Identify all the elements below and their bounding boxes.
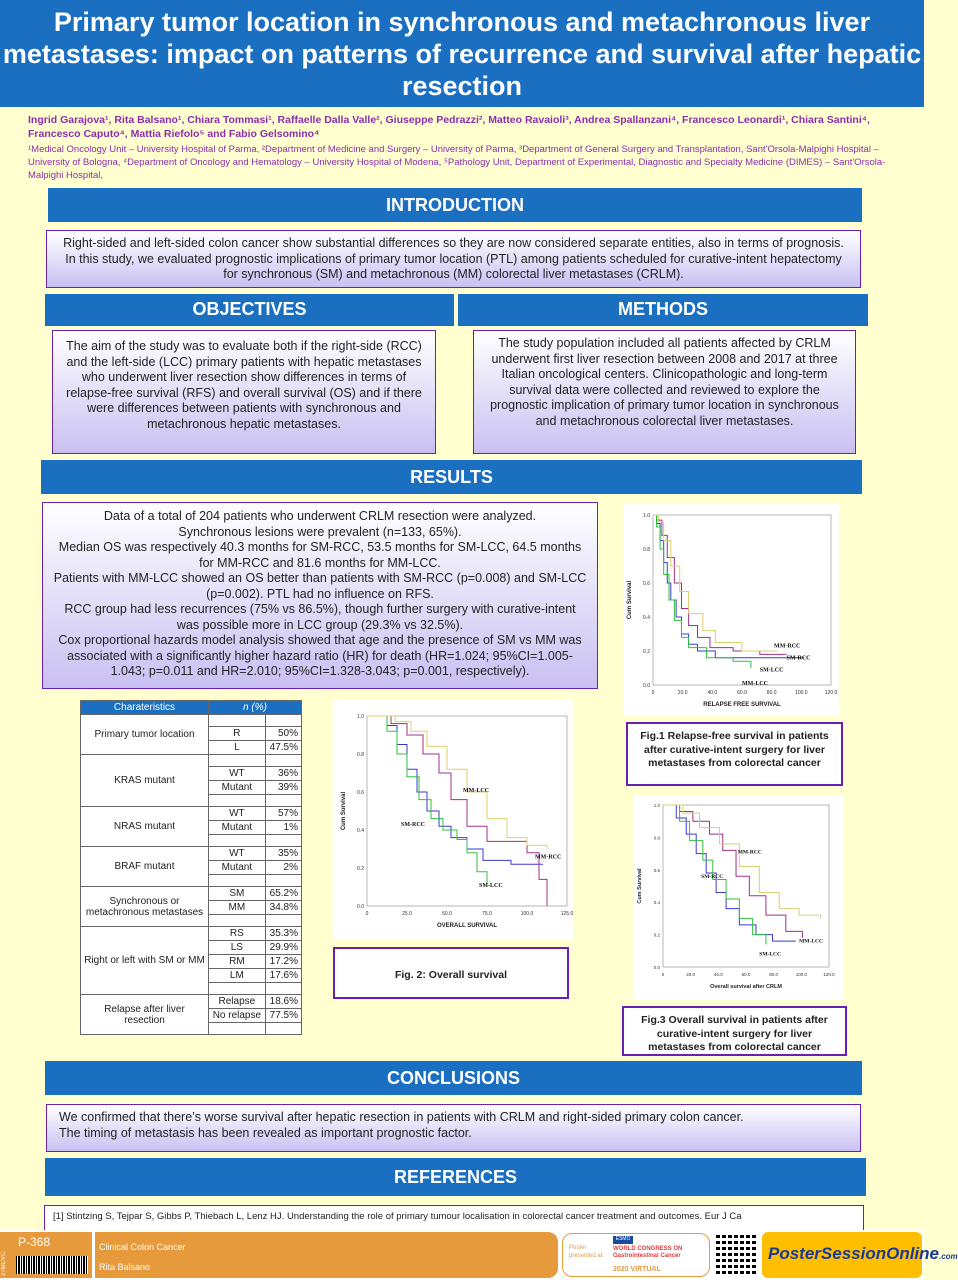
x-tick-label: 80.0 — [769, 972, 779, 977]
table-category — [209, 755, 266, 767]
y-tick-label: 0.2 — [357, 866, 364, 872]
y-tick-label: 0.2 — [653, 932, 660, 938]
y-tick-label: 0.0 — [653, 965, 660, 970]
table-value — [265, 1023, 301, 1035]
brand-suffix: .com — [939, 1252, 958, 1261]
results-line: Cox proportional hazards model analysis showed that age and the presence of SM vs MM was associated with a significantly higher hazard ratio (HR) for death (HR=1.024; 95%CI=1.005-1.043; p=0.011 and HR=2.010; 95%CI=1.328-3.043; p=0.001, respectively). — [58, 633, 582, 678]
table-row — [81, 715, 302, 727]
table-group-label: KRAS mutant — [81, 755, 209, 807]
x-tick-label: 60.0 — [741, 972, 751, 977]
table-value: 17.2% — [265, 955, 301, 969]
x-tick-label: 60.0 — [737, 690, 747, 696]
x-axis-label: RELAPSE FREE SURVIVAL — [703, 702, 781, 708]
table-group-label: Synchronous or metachronous metastases — [81, 887, 209, 927]
author-list: Ingrid Garajova¹, Rita Balsano¹, Chiara Tommasi¹, Raffaelle Dalla Valle², Giuseppe Pedrazzi², Matteo Ravaioli³, Andrea Spallanzani⁴, Francesco Leonardi¹, Chiara Santini⁴, Francesco Caputo⁴, Mattia Riefolo⁵ and Fabio Gelsomino⁴ — [28, 114, 870, 140]
x-axis-label: OVERALL SURVIVAL — [436, 923, 498, 929]
table-value: 50% — [265, 727, 301, 741]
table-header: n (%) — [209, 701, 302, 715]
x-tick-label: 20.0 — [677, 690, 688, 696]
table-category: Mutant — [209, 861, 266, 875]
table-category: MM — [209, 901, 266, 915]
results-line: Data of a total of 204 patients who underwent CRLM resection were analyzed. — [103, 509, 537, 523]
footer — [0, 1230, 958, 1280]
table-category — [209, 1023, 266, 1035]
x-tick-label: 20.0 — [686, 972, 696, 977]
presented-at: Poster presented at: — [569, 1245, 605, 1259]
results-line: Patients with MM-LCC showed an OS better than patients with SM-RCC (p=0.008) and SM-LCC (p=0.002). PTL had no influence on RFS. — [53, 571, 587, 601]
y-tick-label: 0.6 — [357, 790, 364, 796]
congress-year: 2020 VIRTUAL — [613, 1266, 661, 1273]
poster-id: P-368 — [18, 1235, 51, 1249]
table-value: 35% — [265, 847, 301, 861]
results-line: Synchronous lesions were prevalent (n=133, 65%). — [178, 524, 462, 539]
y-tick-label: 0.2 — [643, 649, 650, 655]
conclusions-box — [46, 1104, 861, 1152]
barcode-icon — [16, 1256, 88, 1274]
table-value: 47.5% — [265, 741, 301, 755]
table-value: 29.9% — [265, 941, 301, 955]
category-label: Clinical Colon Cancer — [99, 1242, 186, 1252]
y-tick-label: 0.0 — [357, 904, 364, 910]
curve-label: SM-RCC — [401, 822, 425, 829]
table-group-label: Right or left with SM or MM — [81, 927, 209, 995]
references-box: [1] Stintzing S, Tejpar S, Gibbs P, Thiebach L, Lenz HJ. Understanding the role of primary tumour localisation in colorectal cancer treatment and outcomes. Eur J Ca — [44, 1205, 864, 1231]
y-tick-label: 1.0 — [643, 513, 650, 519]
table-value — [265, 795, 301, 807]
table-value — [265, 715, 301, 727]
table-value — [265, 755, 301, 767]
x-tick-label: 40.0 — [713, 972, 723, 977]
introduction-box: Right-sided and left-sided colon cancer show substantial differences so they are now considered separate entities, also in terms of prognosis. In this study, we evaluated prognostic implications of primary tumor location (PTL) among patients scheduled for curative-intent hepatectomy for synchronous (SM) and metachronous (MM) colorectal liver metastases (CRLM). — [46, 230, 861, 288]
y-tick-label: 0.8 — [357, 752, 364, 758]
x-tick-label: 25.0 — [402, 911, 412, 917]
x-tick-label: 0 — [365, 911, 369, 917]
table-value — [265, 983, 301, 995]
table-category: Mutant — [209, 821, 266, 835]
table-category: LS — [209, 941, 266, 955]
table-row — [81, 847, 302, 861]
y-tick-label: 0.6 — [643, 581, 650, 587]
x-tick-label: 125.0 — [560, 911, 574, 917]
table-category: No relapse — [209, 1009, 266, 1023]
table-category — [209, 915, 266, 927]
x-tick-label: 50.0 — [442, 911, 452, 917]
table-category: WT — [209, 847, 266, 861]
curve-label: SM-LCC — [759, 667, 784, 674]
table-group-label: Primary tumor location — [81, 715, 209, 755]
x-tick-label: 120.0 — [823, 972, 835, 977]
poster-title: Primary tumor location in synchronous and metachronous liver metastases: impact on patterns of recurrence and survival after hepatic resection — [0, 0, 924, 107]
table-category: WT — [209, 767, 266, 781]
table-category: LM — [209, 969, 266, 983]
table-category: L — [209, 741, 266, 755]
table-category: RS — [209, 927, 266, 941]
side-code: 27MCVC — [1, 1251, 7, 1276]
introduction-header: INTRODUCTION — [48, 188, 862, 222]
x-tick-label: 100.0 — [520, 911, 534, 917]
affiliations: ¹Medical Oncology Unit – University Hospital of Parma, ²Department of Medicine and Surgery – University of Parma, ³Department of General Surgery and Transplantation, Sant'Orsola-Malpighi Hospital – University of Bologna, ⁴Department of Oncology and Hematology – University Hospital of Modena, ⁵Pathology Unit, Department of Experimental, Diagnostic and Specialty Medicine (DIMES) – Sant'Orsola-Malpighi Hospital, — [28, 144, 886, 181]
y-tick-label: 0.8 — [653, 835, 660, 841]
curve-label: MM-LCC — [463, 788, 489, 794]
objectives-box: The aim of the study was to evaluate both if the right-side (RCC) and the left-side (LCC) primary patients with hepatic metastases who underwent liver resection show differences in terms of relapse-free survival (RFS) and overall survival (OS) and if there were differences between patients with synchronous and metachronous hepatic metastases. — [52, 330, 436, 454]
table-value: 36% — [265, 767, 301, 781]
references-header: REFERENCES — [45, 1158, 866, 1196]
table-value — [265, 875, 301, 887]
table-value: 1% — [265, 821, 301, 835]
x-axis-label: Overall survival after CRLM — [710, 984, 782, 990]
table-header: Charateristics — [81, 701, 209, 715]
y-tick-label: 0.4 — [653, 900, 660, 906]
fig2-caption: Fig. 2: Overall survival — [333, 947, 569, 999]
relapse-free-survival-chart — [623, 503, 839, 716]
congress-badge — [562, 1233, 710, 1277]
x-tick-label: 100.0 — [795, 972, 807, 977]
table-value: 17.6% — [265, 969, 301, 983]
table-category: R — [209, 727, 266, 741]
table-category — [209, 715, 266, 727]
curve-label: SM-RCC — [786, 655, 811, 662]
congress-name: WORLD CONGRESS ON Gastrointestinal Cancer — [613, 1246, 683, 1259]
table-value: 77.5% — [265, 1009, 301, 1023]
results-line: RCC group had less recurrences (75% vs 86.5%), though further surgery with curative-intent was possible more in LCC group (29.3% vs 32.5%). — [64, 602, 576, 632]
curve-label: MM-RCC — [774, 643, 801, 650]
qr-code-icon — [716, 1234, 756, 1274]
table-value: 2% — [265, 861, 301, 875]
table-value — [265, 835, 301, 847]
presenter-label: Rita Balsano — [99, 1262, 151, 1272]
y-tick-label: 0.6 — [653, 867, 660, 873]
table-category — [209, 875, 266, 887]
table-row — [81, 927, 302, 941]
table-group-label: BRAF mutant — [81, 847, 209, 887]
table-category: Mutant — [209, 781, 266, 795]
table-category — [209, 983, 266, 995]
conclusion-line: We confirmed that there’s worse survival after hepatic resection in patients with CRLM and right-sided primary colon cancer. — [59, 1110, 744, 1124]
conclusion-line: The timing of metastasis has been revealed as important prognostic factor. — [59, 1125, 472, 1140]
curve-label: MM-RCC — [737, 849, 762, 856]
table-category: WT — [209, 807, 266, 821]
table-value: 18.6% — [265, 995, 301, 1009]
table-row — [81, 755, 302, 767]
poster-id-panel — [0, 1232, 92, 1278]
table-value: 65.2% — [265, 887, 301, 901]
y-tick-label: 0.4 — [357, 828, 364, 834]
session-info — [95, 1232, 558, 1278]
y-axis-label: Cum Survival — [637, 868, 643, 904]
curve-label: SM-LCC — [479, 883, 503, 889]
table-row — [81, 807, 302, 821]
curve-label: SM-RCC — [701, 873, 724, 880]
x-tick-label: 75.0 — [482, 911, 492, 917]
table-category — [209, 795, 266, 807]
esmo-logo-icon: ESMO — [613, 1236, 633, 1244]
x-tick-label: 0 — [661, 972, 665, 977]
fig3-caption: Fig.3 Overall survival in patients after curative-intent surgery for liver metastases from colorectal cancer — [622, 1006, 847, 1056]
x-tick-label: 0 — [651, 690, 655, 696]
table-value: 57% — [265, 807, 301, 821]
table-category: SM — [209, 887, 266, 901]
x-tick-label: 120.0 — [824, 690, 838, 696]
table-value: 39% — [265, 781, 301, 795]
results-box — [42, 502, 598, 689]
y-tick-label: 1.0 — [357, 714, 364, 720]
curve-label: SM-LCC — [759, 951, 781, 958]
characteristics-table — [80, 700, 302, 1035]
overall-survival-chart — [333, 700, 573, 940]
objectives-header: OBJECTIVES — [45, 294, 454, 326]
table-group-label: Relapse after liver resection — [81, 995, 209, 1035]
curve-label: MM-LCC — [799, 938, 823, 945]
y-axis-label: Cum Survival — [341, 791, 347, 831]
methods-box: The study population included all patients affected by CRLM underwent first liver resection between 2008 and 2017 at three Italian oncological centers. Clinicopathologic and long-term survival data were collected and reviewed to explore the prognostic implication of primary tumor location in synchronous and metachronous colorectal liver metastases. — [473, 330, 856, 454]
y-axis-label: Cum Survival — [627, 580, 633, 620]
table-group-label: NRAS mutant — [81, 807, 209, 847]
y-tick-label: 0.0 — [643, 683, 650, 689]
table-category — [209, 835, 266, 847]
y-tick-label: 0.8 — [643, 547, 650, 553]
table-row — [81, 995, 302, 1009]
table-row — [81, 887, 302, 901]
conclusions-header: CONCLUSIONS — [45, 1061, 862, 1095]
y-tick-label: 1.0 — [653, 803, 660, 808]
x-tick-label: 100.0 — [795, 690, 808, 696]
results-line: Median OS was respectively 40.3 months for SM-RCC, 53.5 months for SM-LCC, 64.5 months for MM-RCC and 81.6 months for MM-LCC. — [58, 540, 582, 570]
x-tick-label: 80.0 — [766, 690, 777, 696]
results-header: RESULTS — [41, 460, 862, 494]
curve-label: MM-LCC — [742, 681, 768, 687]
table-value: 34.8% — [265, 901, 301, 915]
fig1-caption: Fig.1 Relapse-free survival in patients after curative-intent surgery for liver metastases from colorectal cancer — [626, 722, 843, 786]
curve-label: MM-RCC — [535, 854, 562, 861]
table-value — [265, 915, 301, 927]
table-value: 35.3% — [265, 927, 301, 941]
overall-survival-after-crlm-chart — [633, 795, 843, 1000]
brand-name: PosterSessionOnline — [768, 1244, 939, 1263]
brand-logo[interactable] — [762, 1232, 958, 1278]
x-tick-label: 40.0 — [707, 690, 718, 696]
y-tick-label: 0.4 — [643, 615, 650, 621]
methods-header: METHODS — [458, 294, 868, 326]
table-category: Relapse — [209, 995, 266, 1009]
table-category: RM — [209, 955, 266, 969]
